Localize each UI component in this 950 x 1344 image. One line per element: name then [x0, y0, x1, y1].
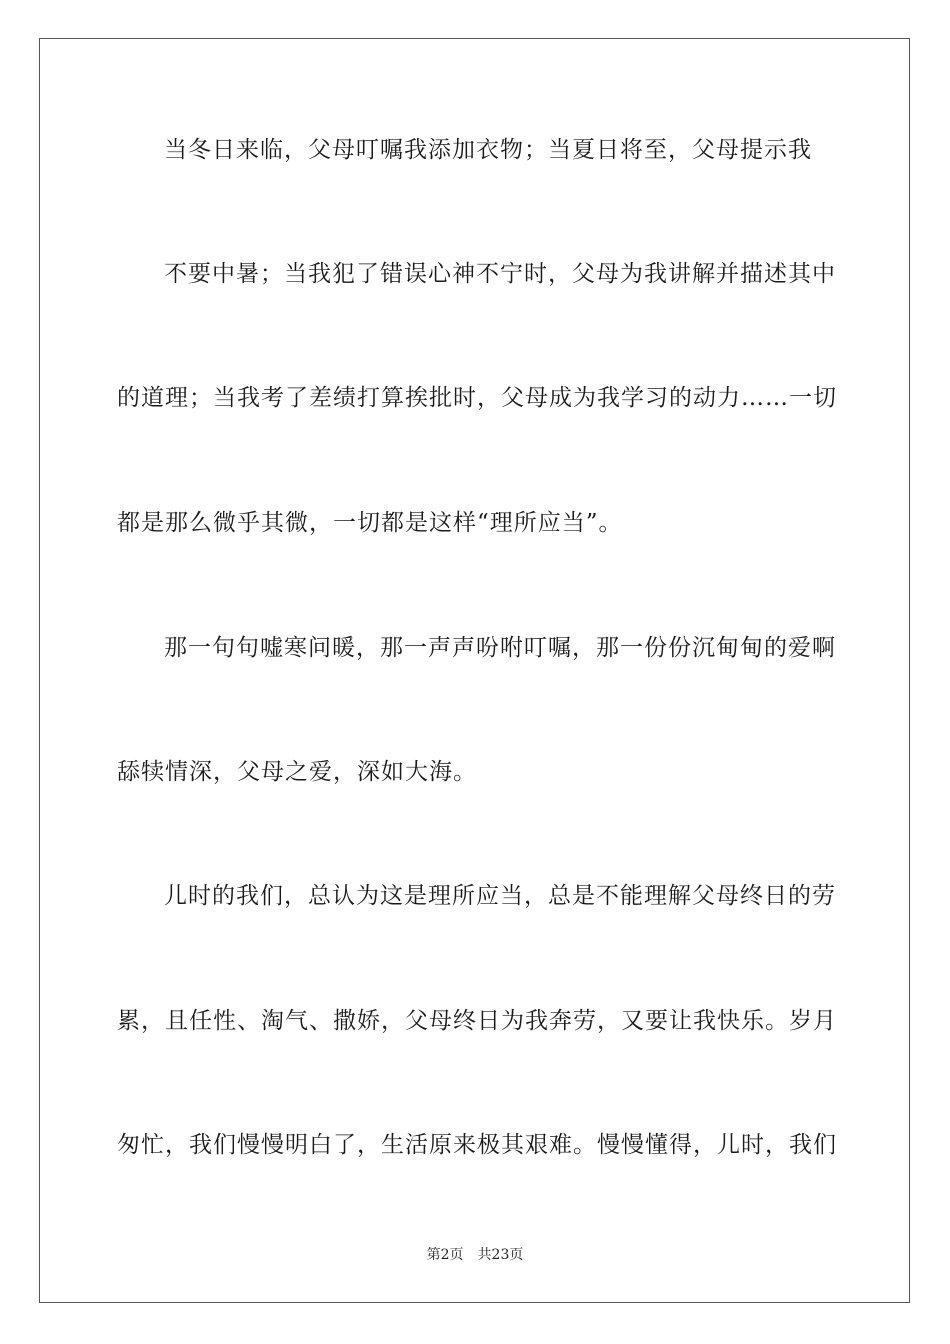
paragraph-line: 匆忙，我们慢慢明白了，生活原来极其艰难。慢慢懂得，儿时，我们: [117, 1132, 837, 1158]
page-number-total: 共23页: [477, 1247, 524, 1263]
paragraph-line: 儿时的我们，总认为这是理所应当，总是不能理解父母终日的劳: [164, 883, 836, 909]
page-border: [39, 38, 910, 1303]
paragraph-line: 的道理；当我考了差绩打算挨批时，父母成为我学习的动力……一切: [117, 385, 837, 411]
paragraph-line: 舔犊情深，父母之爱，深如大海。: [117, 759, 477, 785]
page-number-current: 第2页: [426, 1247, 464, 1263]
paragraph-line: 都是那么微乎其微，一切都是这样“理所应当”。: [117, 510, 623, 536]
paragraph-line: 累，且任性、淘气、撒娇，父母终日为我奔劳，又要让我快乐。岁月: [117, 1008, 837, 1034]
page-footer: [0, 1246, 950, 1264]
paragraph-line: 不要中暑；当我犯了错误心神不宁时，父母为我讲解并描述其中: [164, 261, 836, 287]
paragraph-line: 当冬日来临，父母叮嘱我添加衣物；当夏日将至，父母提示我: [164, 137, 812, 163]
paragraph-line: 那一句句嘘寒问暖，那一声声吩咐叮嘱，那一份份沉甸甸的爱啊: [164, 635, 836, 661]
